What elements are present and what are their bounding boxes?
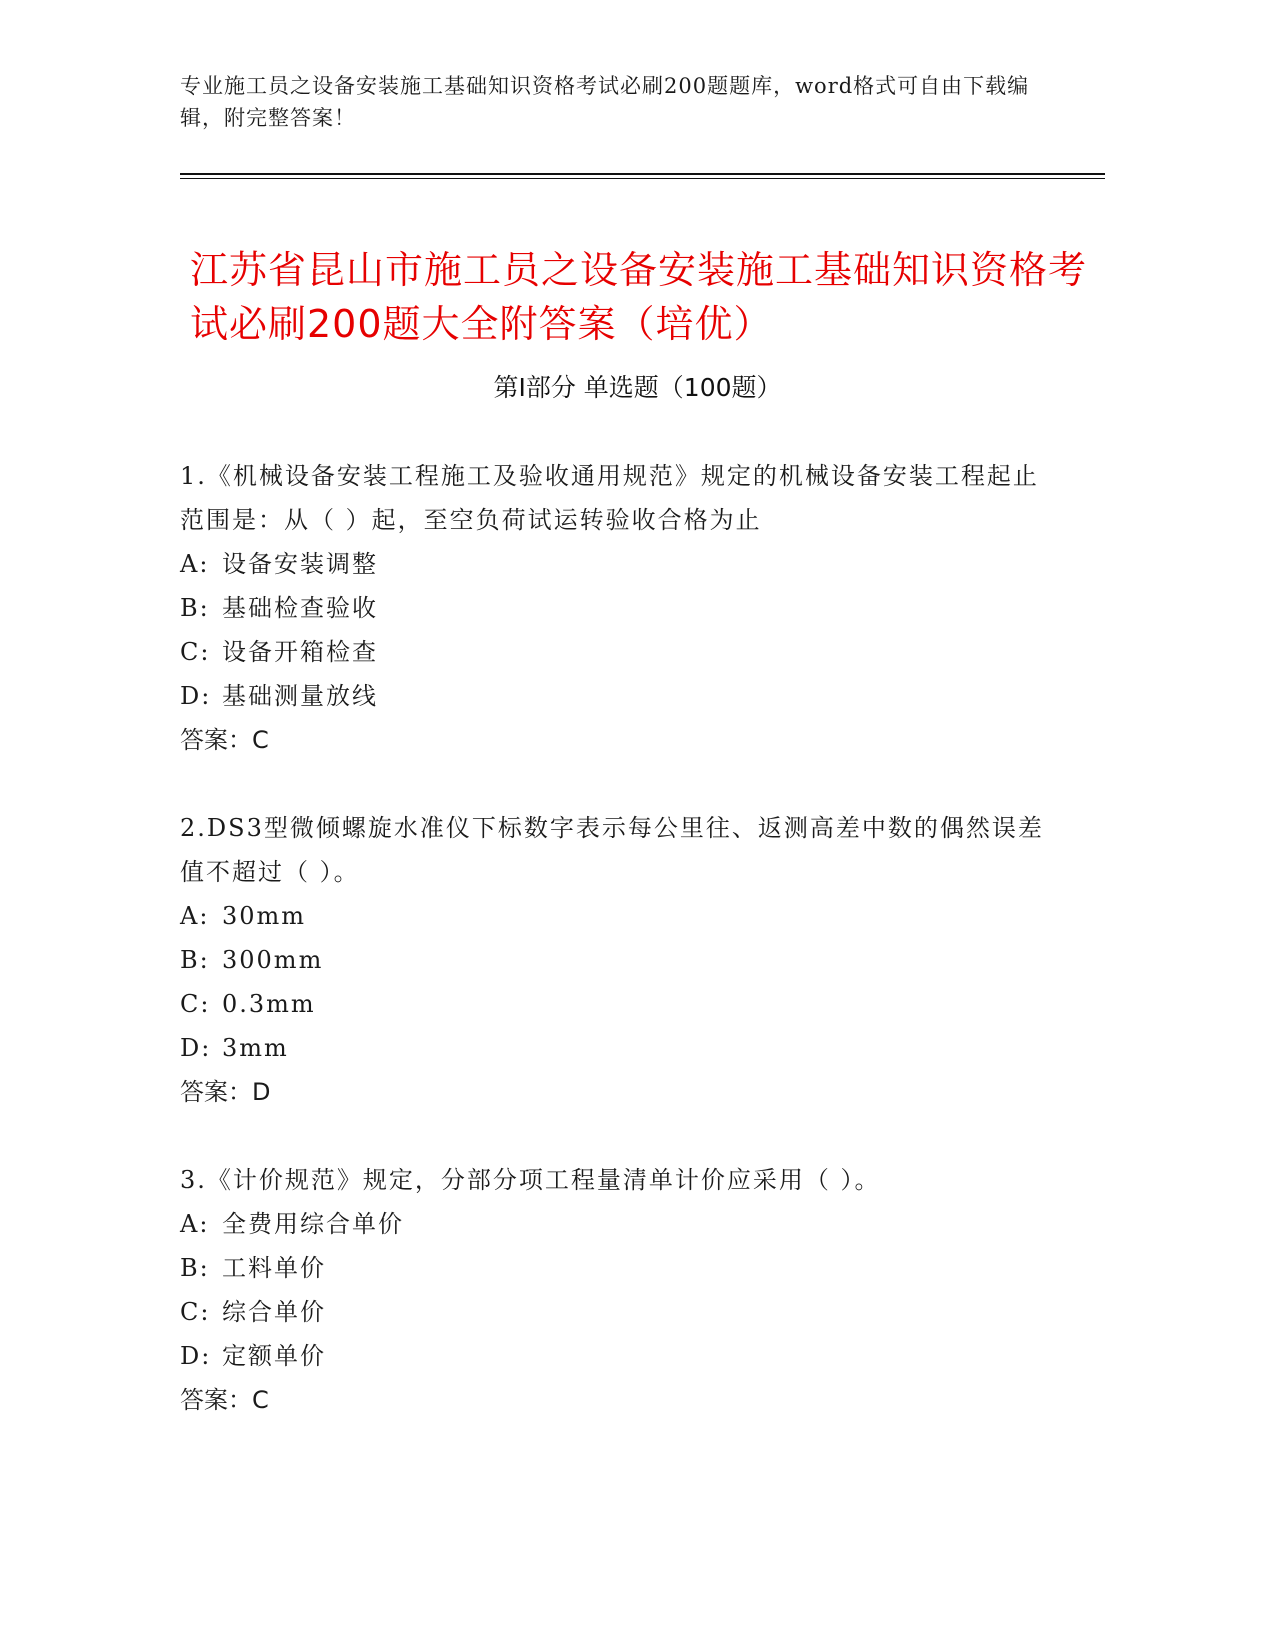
question-2 <box>180 806 1050 1114</box>
option-text: 设备开箱检查 <box>222 638 378 666</box>
option-b <box>180 938 1050 982</box>
option-a <box>180 542 1050 586</box>
header-divider <box>180 173 1105 175</box>
option-letter: B: <box>180 594 210 622</box>
question-stem: 2.DS3型微倾螺旋水准仪下标数字表示每公里往、返测高差中数的偶然误差值不超过（ ）。 <box>180 814 1044 886</box>
option-text: 设备安装调整 <box>222 550 378 578</box>
question-stem: 3.《计价规范》规定，分部分项工程量清单计价应采用（ ）。 <box>180 1166 881 1194</box>
option-letter: B: <box>180 946 210 974</box>
question-stem: 1.《机械设备安装工程施工及验收通用规范》规定的机械设备安装工程起止范围是：从（ ）起，至空负荷试运转验收合格为止 <box>180 462 1039 534</box>
option-text: 定额单价 <box>222 1342 326 1370</box>
question-3 <box>180 1158 1050 1422</box>
option-letter: C: <box>180 990 211 1018</box>
option-text: 0.3mm <box>222 990 316 1018</box>
option-letter: A: <box>180 1210 210 1238</box>
question-list <box>180 454 1050 1466</box>
option-text: 3mm <box>222 1034 289 1062</box>
option-a <box>180 1202 1050 1246</box>
option-a <box>180 894 1050 938</box>
option-text: 基础检查验收 <box>222 594 378 622</box>
section-title: 第I部分 单选题（100题） <box>493 373 782 402</box>
option-text: 全费用综合单价 <box>222 1210 404 1238</box>
option-text: 300mm <box>222 946 324 974</box>
option-letter: D: <box>180 1342 212 1370</box>
answer: 答案：D <box>180 1078 271 1106</box>
option-text: 30mm <box>222 902 307 930</box>
option-d <box>180 674 1050 718</box>
question-1 <box>180 454 1050 762</box>
option-text: 工料单价 <box>222 1254 326 1282</box>
option-c <box>180 630 1050 674</box>
option-text: 基础测量放线 <box>222 682 378 710</box>
document-title: 江苏省昆山市施工员之设备安装施工基础知识资格考试必刷200题大全附答案（培优） <box>190 248 1088 347</box>
option-letter: C: <box>180 638 211 666</box>
option-list <box>180 894 1050 1070</box>
option-letter: A: <box>180 902 210 930</box>
option-text: 综合单价 <box>222 1298 326 1326</box>
option-letter: C: <box>180 1298 211 1326</box>
option-d <box>180 1334 1050 1378</box>
option-list <box>180 1202 1050 1378</box>
option-letter: D: <box>180 1034 212 1062</box>
option-list <box>180 542 1050 718</box>
option-letter: B: <box>180 1254 210 1282</box>
option-d <box>180 1026 1050 1070</box>
answer: 答案：C <box>180 1386 269 1414</box>
option-letter: A: <box>180 550 210 578</box>
option-c <box>180 982 1050 1026</box>
answer: 答案：C <box>180 726 269 754</box>
option-b <box>180 1246 1050 1290</box>
option-b <box>180 586 1050 630</box>
option-c <box>180 1290 1050 1334</box>
header-divider-thin <box>180 178 1105 179</box>
header-note: 专业施工员之设备安装施工基础知识资格考试必刷200题题库，word格式可自由下载编辑，附完整答案！ <box>180 74 1030 130</box>
option-letter: D: <box>180 682 212 710</box>
